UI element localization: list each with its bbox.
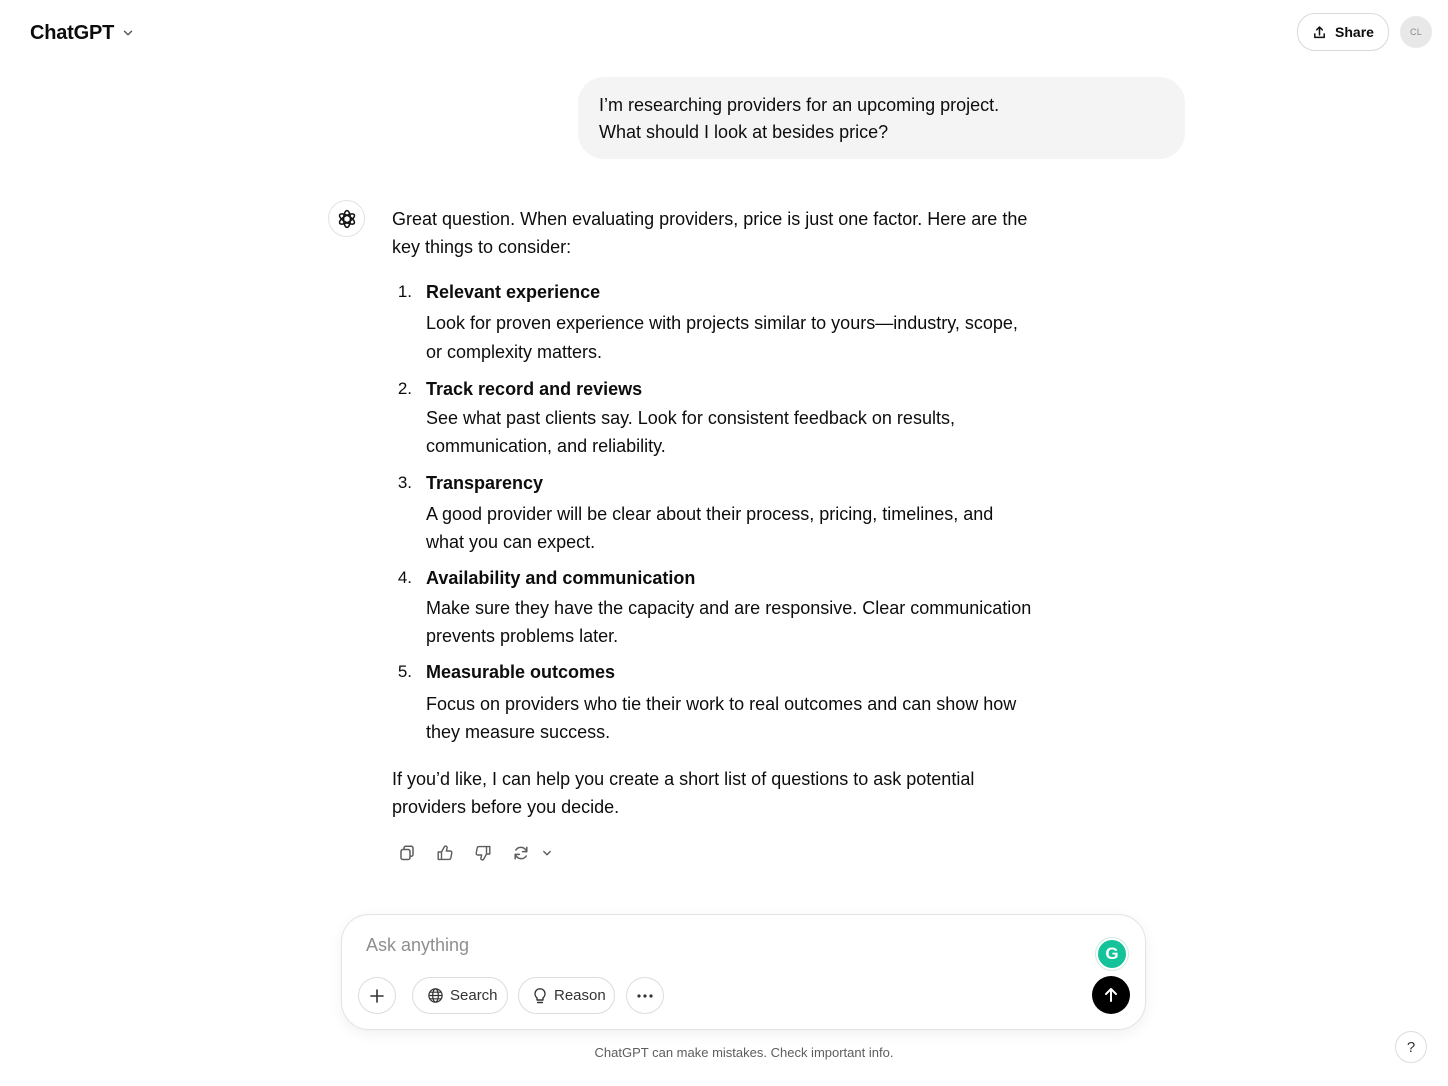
share-button[interactable] bbox=[1297, 13, 1389, 51]
list-item-title: Relevant experience bbox=[426, 282, 601, 302]
chevron-down-icon bbox=[541, 847, 553, 859]
model-name: ChatGPT bbox=[30, 21, 115, 44]
regenerate-button[interactable] bbox=[509, 841, 533, 865]
search-button[interactable] bbox=[412, 977, 508, 1014]
lightbulb-icon bbox=[532, 987, 548, 1005]
list-item-line: prevents problems later. bbox=[426, 626, 619, 646]
send-button[interactable] bbox=[1092, 976, 1130, 1014]
globe-icon bbox=[427, 987, 444, 1004]
user-message-line: What should I look at besides price? bbox=[599, 122, 889, 142]
list-item-line: Make sure they have the capacity and are responsive. Clear communication bbox=[426, 598, 1032, 618]
list-item-line: what you can expect. bbox=[426, 532, 596, 552]
help-button[interactable]: ? bbox=[1395, 1031, 1427, 1063]
reason-label: Reason bbox=[554, 987, 606, 1004]
grammarly-letter: G bbox=[1105, 944, 1119, 963]
list-item-title: Transparency bbox=[426, 473, 544, 493]
list-item-line: or complexity matters. bbox=[426, 342, 603, 362]
list-item-line: A good provider will be clear about their process, pricing, timelines, and bbox=[426, 504, 994, 524]
plus-icon bbox=[369, 988, 385, 1004]
more-tools-button[interactable] bbox=[626, 977, 664, 1014]
more-horizontal-icon bbox=[636, 993, 654, 999]
list-item-line: Look for proven experience with projects similar to yours—industry, scope, bbox=[426, 313, 1018, 333]
model-switcher[interactable] bbox=[30, 18, 134, 48]
assistant-outro-line: providers before you decide. bbox=[392, 797, 620, 817]
thumbs-up-button[interactable] bbox=[433, 841, 457, 865]
assistant-outro-line: If you’d like, I can help you create a short list of questions to ask potential bbox=[392, 769, 975, 789]
avatar[interactable]: CL bbox=[1400, 16, 1432, 48]
assistant-intro-line: key things to consider: bbox=[392, 237, 572, 257]
list-item-number: 5. bbox=[397, 662, 412, 681]
list-item-line: they measure success. bbox=[426, 722, 611, 742]
list-item-title: Track record and reviews bbox=[426, 379, 643, 399]
list-item-title: Availability and communication bbox=[426, 568, 696, 588]
list-item-title: Measurable outcomes bbox=[426, 662, 616, 682]
user-message-bubble bbox=[578, 77, 1185, 159]
search-label: Search bbox=[450, 987, 498, 1004]
thumbs-up-icon bbox=[436, 844, 454, 862]
regenerate-icon bbox=[512, 844, 530, 862]
list-item-number: 3. bbox=[397, 473, 412, 492]
list-item-line: communication, and reliability. bbox=[426, 436, 666, 456]
reason-button[interactable] bbox=[518, 977, 615, 1014]
list-item-line: See what past clients say. Look for consistent feedback on results, bbox=[426, 408, 955, 428]
assistant-intro-line: Great question. When evaluating providers, price is just one factor. Here are the bbox=[392, 209, 1028, 229]
copy-icon bbox=[398, 844, 416, 862]
share-label: Share bbox=[1335, 24, 1374, 40]
user-message-line: I’m researching providers for an upcoming project. bbox=[599, 95, 1000, 115]
add-attachment-button[interactable] bbox=[358, 977, 396, 1014]
thumbs-down-button[interactable] bbox=[471, 841, 495, 865]
copy-button[interactable] bbox=[395, 841, 419, 865]
list-item-number: 4. bbox=[397, 568, 412, 587]
prompt-input[interactable] bbox=[366, 930, 1066, 960]
thumbs-down-icon bbox=[474, 844, 492, 862]
share-icon bbox=[1312, 25, 1327, 40]
list-item-line: Focus on providers who tie their work to real outcomes and can show how bbox=[426, 694, 1017, 714]
list-item-number: 2. bbox=[397, 379, 412, 398]
openai-logo-icon bbox=[328, 200, 365, 237]
list-item-number: 1. bbox=[397, 282, 412, 301]
model-options-button[interactable] bbox=[536, 841, 558, 865]
disclaimer-text: ChatGPT can make mistakes. Check important info. bbox=[594, 1045, 894, 1060]
grammarly-icon[interactable] bbox=[1096, 938, 1128, 970]
arrow-up-icon bbox=[1102, 986, 1120, 1004]
chevron-down-icon bbox=[122, 27, 134, 39]
